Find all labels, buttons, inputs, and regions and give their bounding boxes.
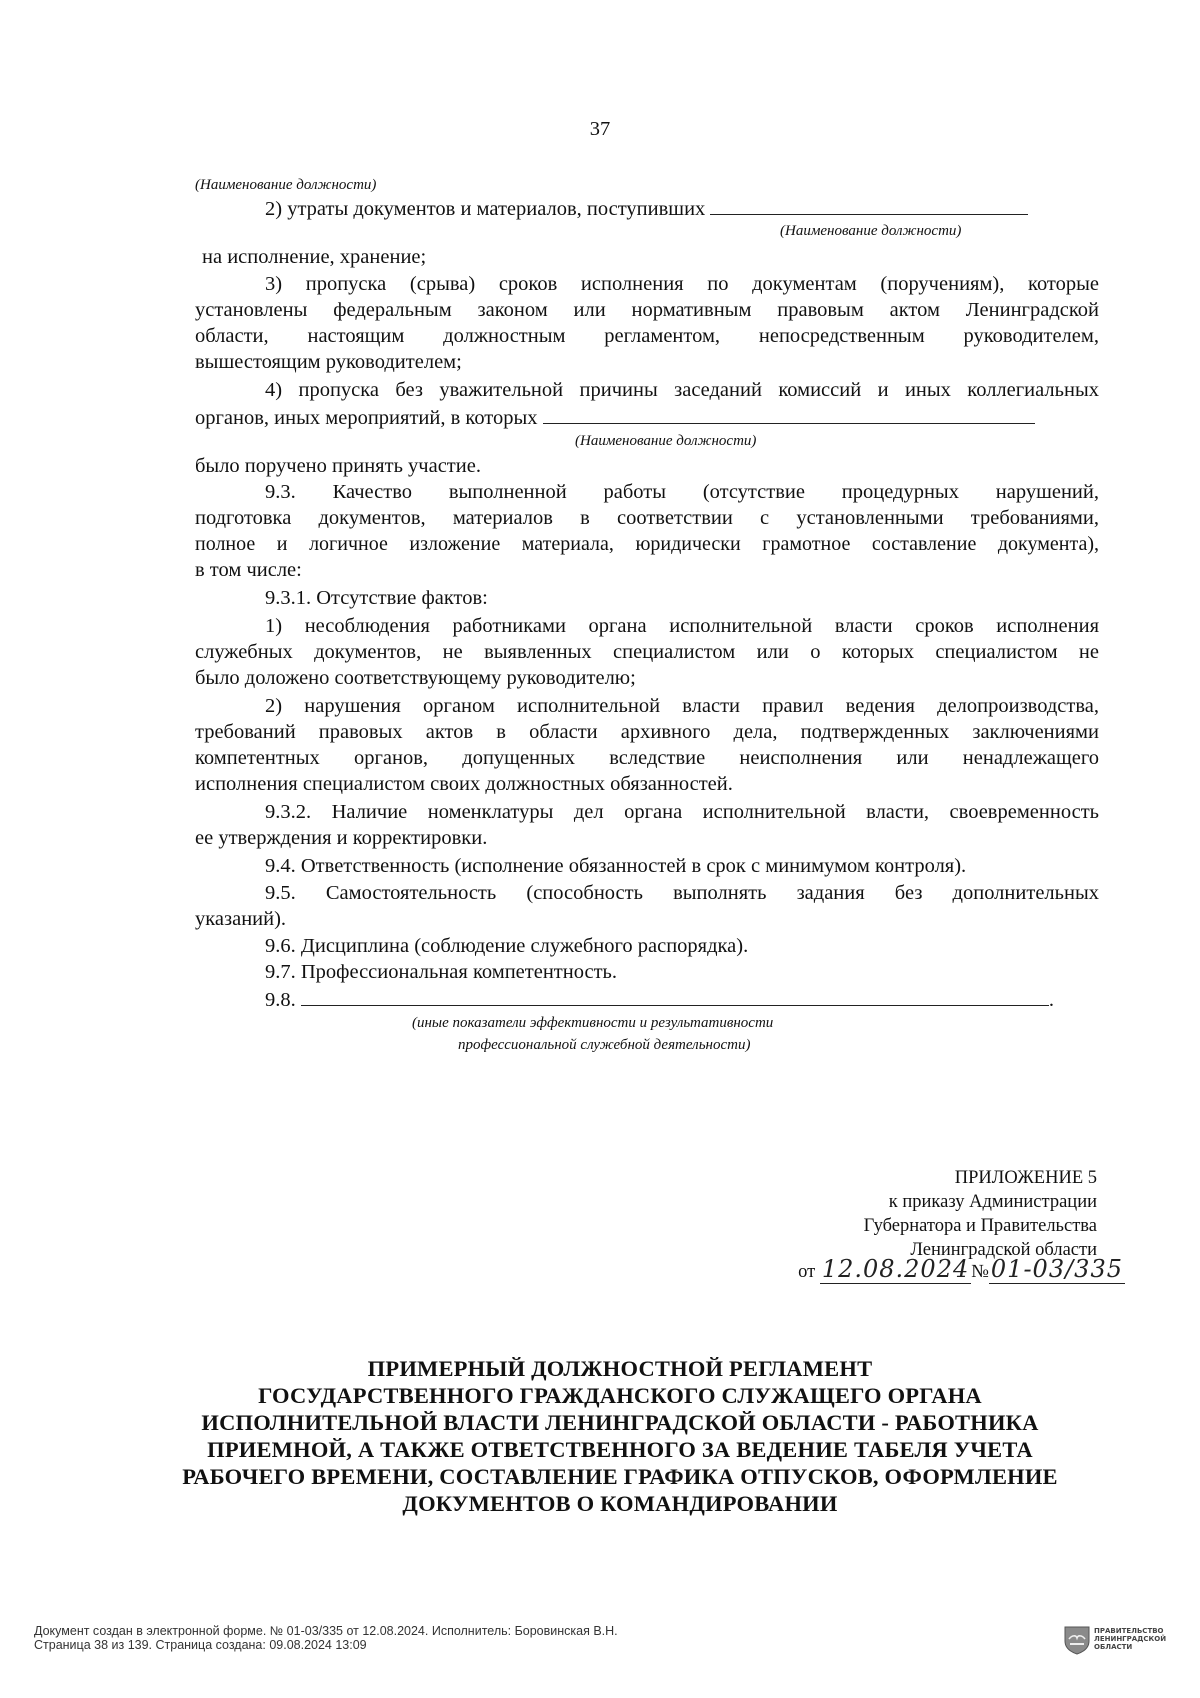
document-title-line: ПРИЕМНОЙ, А ТАКЖЕ ОТВЕТСТВЕННОГО ЗА ВЕДЕНИЕ ТАБЕЛЯ УЧЕТА	[207, 1437, 1033, 1462]
logo-text	[1094, 1627, 1166, 1651]
text-line: служебных документов, не выявленных специалистом или о которых специалистом не	[195, 641, 1099, 663]
text-line: 2) нарушения органом исполнительной власти правил ведения делопроизводства,	[265, 695, 1099, 717]
handwritten-date: 12.08.2024	[821, 1255, 970, 1283]
list-item	[265, 194, 1028, 222]
text-line: компетентных органов, допущенных вследствие неисполнения или ненадлежащего	[195, 747, 1099, 769]
from-label: от	[798, 1262, 816, 1282]
appendix-line: Ленинградской области	[910, 1240, 1097, 1260]
text-line: установлены федеральным законом или нормативным правовым актом Ленинградской	[195, 299, 1099, 321]
document-title-line: ГОСУДАРСТВЕННОГО ГРАЖДАНСКОГО СЛУЖАЩЕГО ОРГАНА	[258, 1383, 982, 1408]
text-line: 9.3.2. Наличие номенклатуры дел органа исполнительной власти, своевременность	[265, 801, 1099, 823]
text-line: исполнения специалистом своих должностных обязанностей.	[195, 773, 733, 795]
text-line: органов, иных мероприятий, в которых	[195, 407, 538, 429]
text-line: подготовка документов, материалов в соответствии с установленными требованиями,	[195, 507, 1099, 529]
text-line: 1) несоблюдения работниками органа исполнительной власти сроков исполнения	[265, 615, 1099, 637]
text-line: требований правовых актов в области архивного дела, подтвержденных заключениями	[195, 721, 1099, 743]
text-line: было поручено принять участие.	[195, 455, 481, 477]
number-sign: №	[971, 1262, 989, 1282]
footer-line: Страница 38 из 139. Страница создана: 09.08.2024 13:09	[34, 1638, 367, 1652]
handwritten-number: 01-03/335	[990, 1255, 1123, 1283]
appendix-line: к приказу Администрации	[888, 1192, 1097, 1212]
logo-text-line: ОБЛАСТИ	[1094, 1643, 1133, 1651]
document-title-line: ПРИМЕРНЫЙ ДОЛЖНОСТНОЙ РЕГЛАМЕНТ	[367, 1356, 873, 1381]
position-caption: (Наименование должности)	[780, 223, 962, 239]
logo-text-line: ПРАВИТЕЛЬСТВО	[1094, 1627, 1164, 1635]
text-line: 9.8.	[265, 989, 296, 1011]
document-title-line: РАБОЧЕГО ВРЕМЕНИ, СОСТАВЛЕНИЕ ГРАФИКА ОТПУСКОВ, ОФОРМЛЕНИЕ	[182, 1464, 1058, 1489]
text-line: 9.7. Профессиональная компетентность.	[265, 961, 618, 983]
footer-line: Документ создан в электронной форме. № 01-03/335 от 12.08.2024. Исполнитель: Боровинская В.Н.	[34, 1624, 618, 1638]
document-title-line: ДОКУМЕНТОВ О КОМАНДИРОВАНИИ	[402, 1491, 838, 1516]
text-line: 9.3. Качество выполненной работы (отсутствие процедурных нарушений,	[265, 481, 1099, 503]
text-line: 9.3.1. Отсутствие фактов:	[265, 587, 488, 609]
logo-text-line: ЛЕНИНГРАДСКОЙ	[1094, 1635, 1167, 1643]
text-line: 9.6. Дисциплина (соблюдение служебного распорядка).	[265, 935, 749, 957]
indicators-caption: профессиональной служебной деятельности)	[458, 1037, 751, 1053]
text-line: 2) утраты документов и материалов, поступивших	[265, 198, 706, 220]
text-line: 9.4. Ответственность (исполнение обязанностей в срок с минимумом контроля).	[265, 855, 967, 877]
page-number: 37	[589, 118, 611, 140]
appendix-date-line	[798, 1257, 1125, 1284]
list-item	[195, 403, 1035, 431]
text-line: в том числе:	[195, 559, 302, 581]
text-line: было доложено соответствующему руководителю;	[195, 667, 636, 689]
text-line: .	[1048, 989, 1054, 1011]
position-caption: (Наименование должности)	[575, 433, 757, 449]
text-line: 9.5. Самостоятельность (способность выполнять задания без дополнительных	[265, 882, 1099, 904]
text-line: области, настоящим должностным регламентом, непосредственным руководителем,	[195, 325, 1099, 347]
blank-underline	[543, 403, 1035, 424]
document-title-line: ИСПОЛНИТЕЛЬНОЙ ВЛАСТИ ЛЕНИНГРАДСКОЙ ОБЛАСТИ - РАБОТНИКА	[201, 1410, 1039, 1435]
text-line: 3) пропуска (срыва) сроков исполнения по документам (поручениям), которые	[265, 273, 1099, 295]
appendix-line: Губернатора и Правительства	[863, 1216, 1097, 1236]
text-line: 4) пропуска без уважительной причины заседаний комиссий и иных коллегиальных	[265, 379, 1099, 401]
appendix-label: ПРИЛОЖЕНИЕ 5	[954, 1168, 1097, 1188]
text-line: вышестоящим руководителем;	[195, 351, 462, 373]
blank-underline	[301, 985, 1049, 1006]
text-line: указаний).	[195, 908, 287, 930]
position-caption: (Наименование должности)	[195, 177, 377, 193]
indicators-caption: (иные показатели эффективности и результативности	[412, 1015, 774, 1031]
text-line: на исполнение, хранение;	[202, 246, 427, 268]
text-line: ее утверждения и корректировки.	[195, 827, 488, 849]
text-line: полное и логичное изложение материала, юридически грамотное составление документа),	[195, 533, 1099, 555]
blank-underline	[710, 194, 1028, 215]
list-item	[265, 985, 1054, 1013]
